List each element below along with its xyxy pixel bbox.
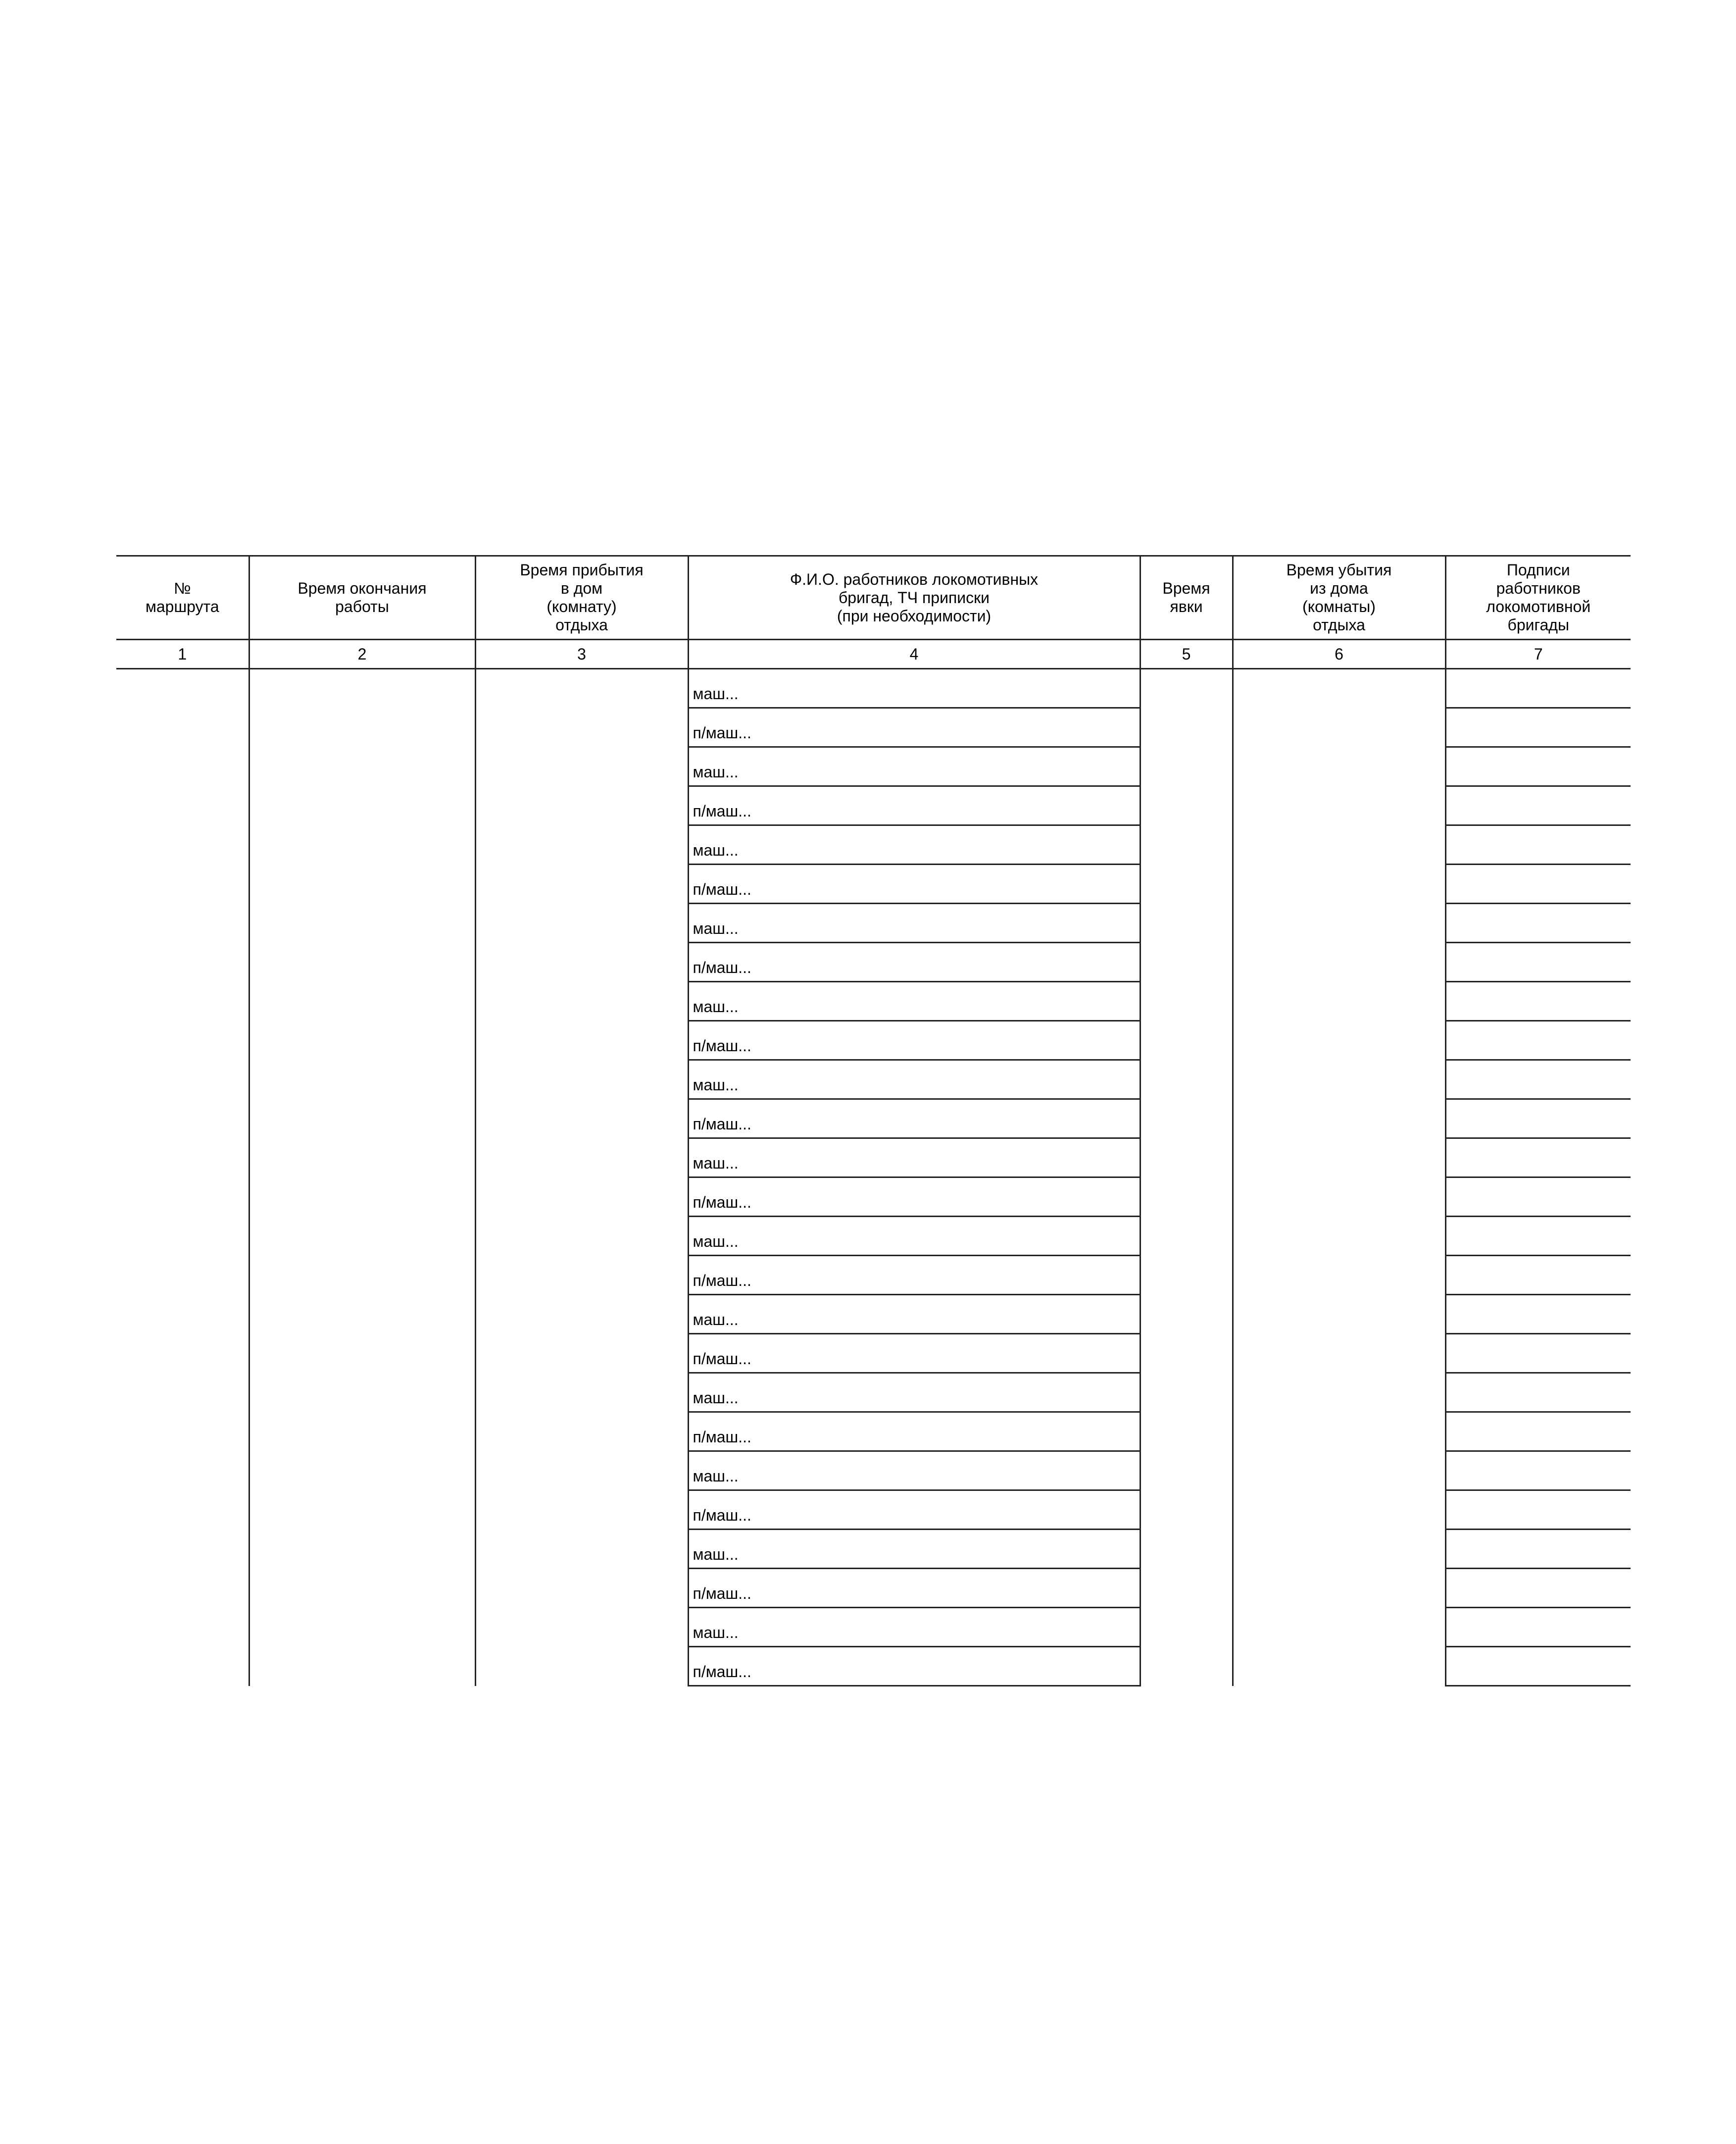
assistant-signature-cell[interactable] — [1445, 1256, 1631, 1295]
departure-time-cell[interactable] — [1233, 1451, 1445, 1530]
driver-signature-cell[interactable] — [1445, 1217, 1631, 1256]
work-end-time-cell[interactable] — [249, 982, 475, 1060]
route-number-cell[interactable] — [116, 1451, 249, 1530]
report-time-cell[interactable] — [1140, 1217, 1233, 1295]
driver-signature-cell[interactable] — [1445, 1295, 1631, 1334]
table-row — [116, 1608, 1631, 1647]
assistant-signature-cell[interactable] — [1445, 786, 1631, 825]
report-time-cell[interactable] — [1140, 1608, 1233, 1686]
work-end-time-cell[interactable] — [249, 1373, 475, 1451]
table-row — [116, 1217, 1631, 1256]
work-end-time-cell[interactable] — [249, 1295, 475, 1373]
assistant-driver-name-cell[interactable]: п/маш... — [688, 1412, 1140, 1451]
table-row — [116, 1373, 1631, 1412]
report-time-cell[interactable] — [1140, 1373, 1233, 1451]
assistant-driver-name-cell[interactable]: п/маш... — [688, 1334, 1140, 1373]
departure-time-cell[interactable] — [1233, 904, 1445, 982]
assistant-driver-name-cell[interactable]: п/маш... — [688, 708, 1140, 747]
departure-time-cell[interactable] — [1233, 1373, 1445, 1451]
route-number-cell[interactable] — [116, 1295, 249, 1373]
report-time-cell[interactable] — [1140, 1451, 1233, 1530]
assistant-signature-cell[interactable] — [1445, 1177, 1631, 1217]
driver-name-cell[interactable]: маш... — [688, 904, 1140, 943]
report-time-cell[interactable] — [1140, 1530, 1233, 1608]
column-number: 3 — [475, 640, 688, 669]
assistant-signature-cell[interactable] — [1445, 1490, 1631, 1530]
driver-name-cell[interactable]: маш... — [688, 982, 1140, 1021]
column-number: 2 — [249, 640, 475, 669]
assistant-signature-cell[interactable] — [1445, 1334, 1631, 1373]
driver-signature-cell[interactable] — [1445, 982, 1631, 1021]
departure-time-cell[interactable] — [1233, 1295, 1445, 1373]
assistant-driver-name-cell[interactable]: п/маш... — [688, 1647, 1140, 1686]
header-crew-names: Ф.И.О. работников локомотивных бригад, ТЧ приписки (при необходимости) — [688, 556, 1140, 640]
column-number-row — [116, 640, 1631, 669]
driver-signature-cell[interactable] — [1445, 747, 1631, 786]
header-report-time: Время явки — [1140, 556, 1233, 640]
driver-signature-cell[interactable] — [1445, 1373, 1631, 1412]
arrival-time-cell[interactable] — [475, 1608, 688, 1686]
header-departure-time: Время убытия из дома (комнаты) отдыха — [1233, 556, 1445, 640]
departure-time-cell[interactable] — [1233, 1530, 1445, 1608]
driver-name-cell[interactable]: маш... — [688, 1373, 1140, 1412]
table-row — [116, 747, 1631, 786]
route-number-cell[interactable] — [116, 1060, 249, 1138]
arrival-time-cell[interactable] — [475, 825, 688, 904]
work-end-time-cell[interactable] — [249, 1217, 475, 1295]
report-time-cell[interactable] — [1140, 1138, 1233, 1217]
assistant-driver-name-cell[interactable]: п/маш... — [688, 786, 1140, 825]
route-number-cell[interactable] — [116, 825, 249, 904]
arrival-time-cell[interactable] — [475, 1295, 688, 1373]
assistant-driver-name-cell[interactable]: п/маш... — [688, 1021, 1140, 1060]
work-end-time-cell[interactable] — [249, 747, 475, 825]
departure-time-cell[interactable] — [1233, 747, 1445, 825]
departure-time-cell[interactable] — [1233, 1138, 1445, 1217]
column-number: 7 — [1445, 640, 1631, 669]
report-time-cell[interactable] — [1140, 747, 1233, 825]
assistant-driver-name-cell[interactable]: п/маш... — [688, 943, 1140, 982]
header-arrival-time: Время прибытия в дом (комнату) отдыха — [475, 556, 688, 640]
work-end-time-cell[interactable] — [249, 669, 475, 747]
work-end-time-cell[interactable] — [249, 1060, 475, 1138]
route-number-cell[interactable] — [116, 747, 249, 825]
report-time-cell[interactable] — [1140, 982, 1233, 1060]
table-row — [116, 1530, 1631, 1569]
route-number-cell[interactable] — [116, 1608, 249, 1686]
arrival-time-cell[interactable] — [475, 747, 688, 825]
work-end-time-cell[interactable] — [249, 1530, 475, 1608]
driver-name-cell[interactable]: маш... — [688, 747, 1140, 786]
route-number-cell[interactable] — [116, 982, 249, 1060]
driver-name-cell[interactable]: маш... — [688, 1217, 1140, 1256]
arrival-time-cell[interactable] — [475, 1060, 688, 1138]
driver-name-cell[interactable]: маш... — [688, 1608, 1140, 1647]
driver-signature-cell[interactable] — [1445, 1530, 1631, 1569]
rest-house-log-table — [116, 555, 1631, 1686]
driver-signature-cell[interactable] — [1445, 825, 1631, 865]
arrival-time-cell[interactable] — [475, 669, 688, 747]
driver-name-cell[interactable]: маш... — [688, 825, 1140, 865]
assistant-signature-cell[interactable] — [1445, 1021, 1631, 1060]
report-time-cell[interactable] — [1140, 904, 1233, 982]
arrival-time-cell[interactable] — [475, 1530, 688, 1608]
header-work-end-time: Время окончания работы — [249, 556, 475, 640]
table-row — [116, 825, 1631, 865]
driver-signature-cell[interactable] — [1445, 1138, 1631, 1177]
assistant-signature-cell[interactable] — [1445, 1647, 1631, 1686]
route-number-cell[interactable] — [116, 904, 249, 982]
report-time-cell[interactable] — [1140, 669, 1233, 747]
departure-time-cell[interactable] — [1233, 1217, 1445, 1295]
driver-name-cell[interactable]: маш... — [688, 1451, 1140, 1490]
work-end-time-cell[interactable] — [249, 904, 475, 982]
header-row — [116, 556, 1631, 640]
arrival-time-cell[interactable] — [475, 1451, 688, 1530]
arrival-time-cell[interactable] — [475, 1138, 688, 1217]
header-route-number: № маршрута — [116, 556, 249, 640]
route-number-cell[interactable] — [116, 1138, 249, 1217]
assistant-driver-name-cell[interactable]: п/маш... — [688, 1490, 1140, 1530]
assistant-signature-cell[interactable] — [1445, 708, 1631, 747]
driver-name-cell[interactable]: маш... — [688, 1295, 1140, 1334]
driver-signature-cell[interactable] — [1445, 1060, 1631, 1099]
assistant-signature-cell[interactable] — [1445, 1412, 1631, 1451]
column-number: 4 — [688, 640, 1140, 669]
departure-time-cell[interactable] — [1233, 982, 1445, 1060]
driver-signature-cell[interactable] — [1445, 904, 1631, 943]
departure-time-cell[interactable] — [1233, 1060, 1445, 1138]
work-end-time-cell[interactable] — [249, 1451, 475, 1530]
driver-name-cell[interactable]: маш... — [688, 1138, 1140, 1177]
route-number-cell[interactable] — [116, 1217, 249, 1295]
table-row — [116, 982, 1631, 1021]
arrival-time-cell[interactable] — [475, 982, 688, 1060]
assistant-driver-name-cell[interactable]: п/маш... — [688, 1099, 1140, 1138]
table-row — [116, 904, 1631, 943]
assistant-signature-cell[interactable] — [1445, 865, 1631, 904]
assistant-signature-cell[interactable] — [1445, 943, 1631, 982]
report-time-cell[interactable] — [1140, 1060, 1233, 1138]
assistant-driver-name-cell[interactable]: п/маш... — [688, 1177, 1140, 1217]
driver-name-cell[interactable]: маш... — [688, 1530, 1140, 1569]
column-number: 5 — [1140, 640, 1233, 669]
work-end-time-cell[interactable] — [249, 825, 475, 904]
assistant-driver-name-cell[interactable]: п/маш... — [688, 1256, 1140, 1295]
table-row — [116, 1060, 1631, 1099]
assistant-signature-cell[interactable] — [1445, 1569, 1631, 1608]
driver-signature-cell[interactable] — [1445, 669, 1631, 708]
column-number: 6 — [1233, 640, 1445, 669]
table-row — [116, 1451, 1631, 1490]
column-number: 1 — [116, 640, 249, 669]
driver-name-cell[interactable]: маш... — [688, 1060, 1140, 1099]
table-body — [116, 669, 1631, 1686]
header-signatures: Подписи работников локомотивной бригады — [1445, 556, 1631, 640]
report-time-cell[interactable] — [1140, 1295, 1233, 1373]
arrival-time-cell[interactable] — [475, 1373, 688, 1451]
arrival-time-cell[interactable] — [475, 1217, 688, 1295]
driver-name-cell[interactable]: маш... — [688, 669, 1140, 708]
arrival-time-cell[interactable] — [475, 904, 688, 982]
assistant-signature-cell[interactable] — [1445, 1099, 1631, 1138]
route-number-cell[interactable] — [116, 1373, 249, 1451]
table-row — [116, 1138, 1631, 1177]
assistant-driver-name-cell[interactable]: п/маш... — [688, 1569, 1140, 1608]
work-end-time-cell[interactable] — [249, 1138, 475, 1217]
route-number-cell[interactable] — [116, 1530, 249, 1608]
table-row — [116, 669, 1631, 708]
departure-time-cell[interactable] — [1233, 1608, 1445, 1686]
report-time-cell[interactable] — [1140, 825, 1233, 904]
assistant-driver-name-cell[interactable]: п/маш... — [688, 865, 1140, 904]
driver-signature-cell[interactable] — [1445, 1451, 1631, 1490]
driver-signature-cell[interactable] — [1445, 1608, 1631, 1647]
route-number-cell[interactable] — [116, 669, 249, 747]
departure-time-cell[interactable] — [1233, 669, 1445, 747]
work-end-time-cell[interactable] — [249, 1608, 475, 1686]
table-row — [116, 1295, 1631, 1334]
departure-time-cell[interactable] — [1233, 825, 1445, 904]
